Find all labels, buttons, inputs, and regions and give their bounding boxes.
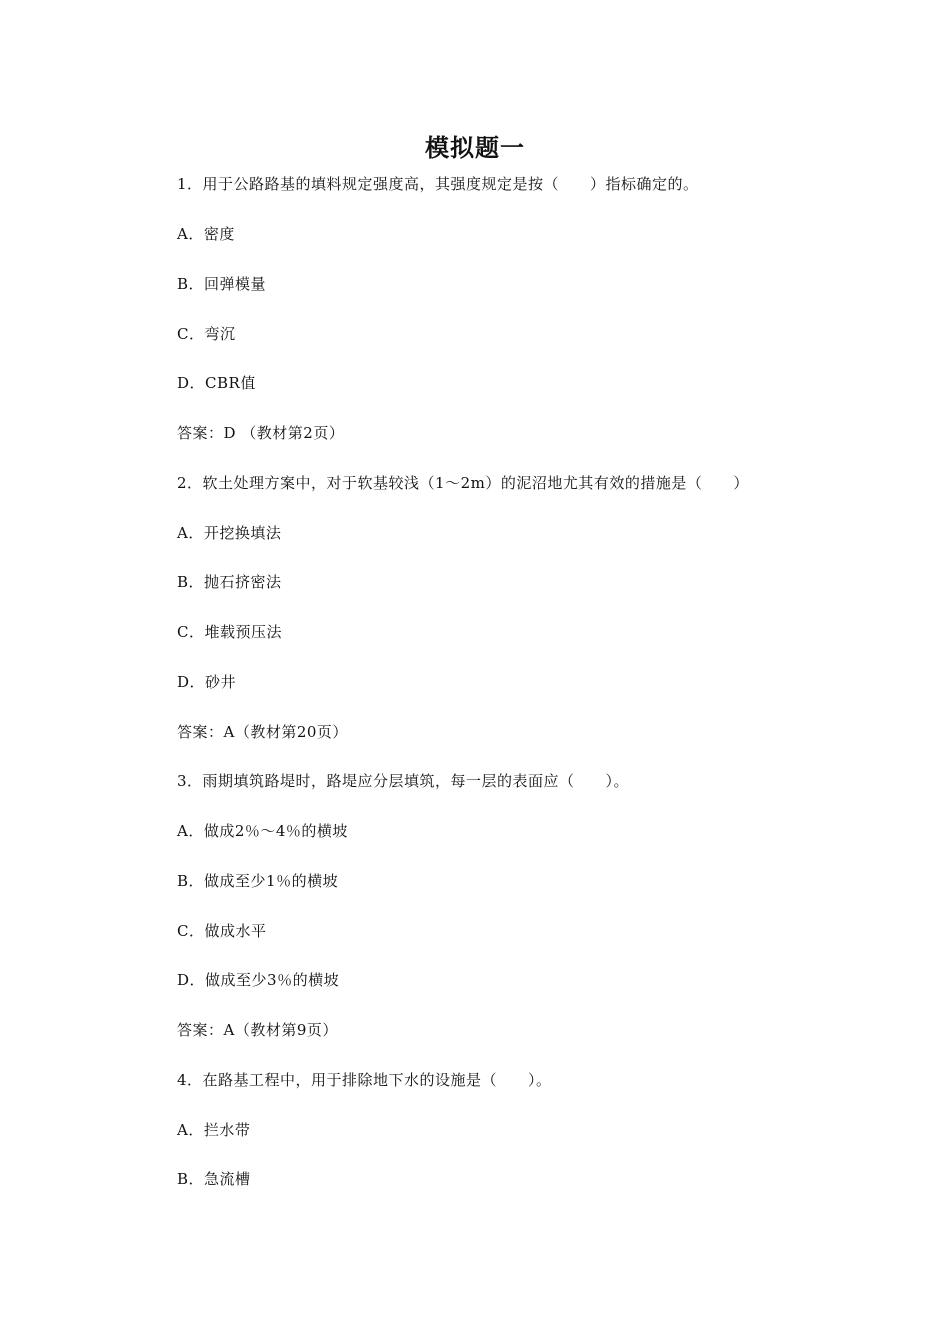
question-3-option-a: A．做成2％～4％的横坡 [177,822,348,840]
question-3-answer: 答案：A（教材第9页） [177,1021,338,1039]
question-2-option-d: D．砂井 [177,673,237,691]
question-3-option-b: B．做成至少1％的横坡 [177,872,339,890]
question-2-answer: 答案：A（教材第20页） [177,723,348,741]
question-3-stem: 3．雨期填筑路堤时，路堤应分层填筑，每一层的表面应（ ）。 [177,772,630,790]
question-4-option-b: B．急流槽 [177,1170,251,1188]
question-1-option-a: A．密度 [177,225,235,243]
question-1-answer: 答案：D （教材第2页） [177,424,345,442]
question-1-option-b: B．回弹模量 [177,275,267,293]
question-1-stem: 1．用于公路路基的填料规定强度高，其强度规定是按（ ）指标确定的。 [177,175,699,193]
question-2-option-a: A．开挖换填法 [177,524,282,542]
question-2-option-c: C．堆载预压法 [177,623,282,641]
question-2-stem: 2．软土处理方案中，对于软基较浅（1～2m）的泥沼地尤其有效的措施是（ ） [177,474,749,492]
question-3-option-c: C．做成水平 [177,922,267,940]
question-1-option-d: D．CBR值 [177,374,256,392]
document-title: 模拟题一 [425,134,525,162]
question-4-stem: 4．在路基工程中，用于排除地下水的设施是（ ）。 [177,1071,552,1089]
question-2-option-b: B．抛石挤密法 [177,573,282,591]
question-1-option-c: C．弯沉 [177,325,236,343]
question-3-option-d: D．做成至少3％的横坡 [177,971,340,989]
question-4-option-a: A．拦水带 [177,1121,251,1139]
